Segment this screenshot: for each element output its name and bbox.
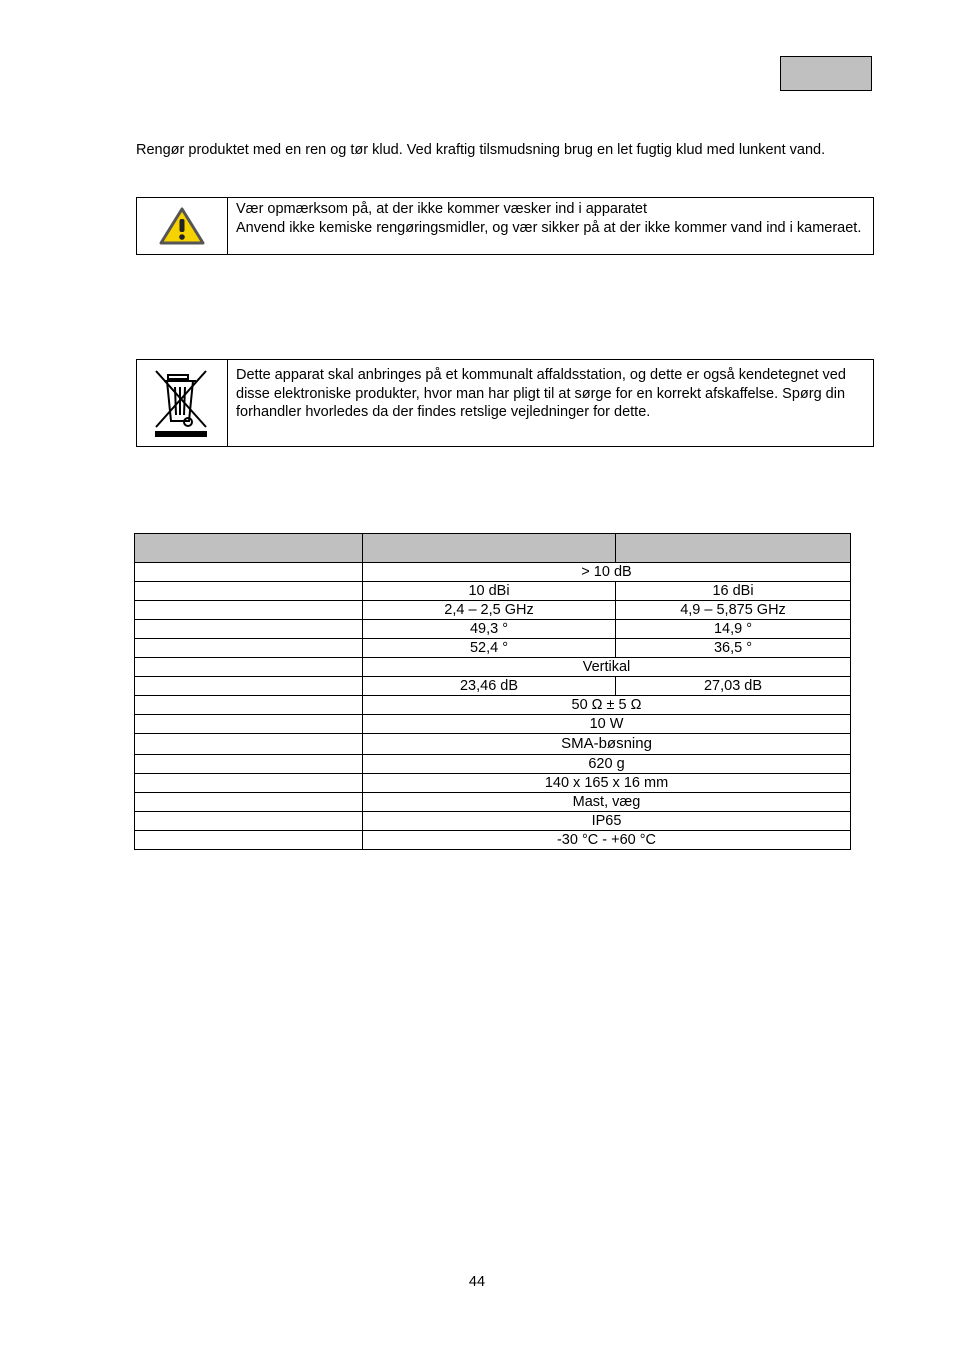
value-cell: SMA-bøsning <box>363 734 851 755</box>
table-row <box>135 658 851 677</box>
value-cell: Mast, væg <box>363 793 851 812</box>
table-header-row <box>135 534 851 563</box>
warning-notice <box>136 197 874 255</box>
crossed-out-wheelie-bin-icon <box>150 365 214 441</box>
table-row <box>135 620 851 639</box>
value-cell: 4,9 – 5,875 GHz <box>616 601 851 620</box>
table-row <box>135 601 851 620</box>
warning-triangle-icon <box>159 206 205 246</box>
label-cell <box>135 793 363 812</box>
value-cell: 36,5 ° <box>616 639 851 658</box>
cleaning-paragraph: Rengør produktet med en ren og tør klud. Ved kraftig tilsmudsning brug en let fugtig klud med lunkent vand. <box>136 142 826 158</box>
value-cell: 27,03 dB <box>616 677 851 696</box>
value-cell: 49,3 ° <box>363 620 616 639</box>
table-row <box>135 563 851 582</box>
language-tab <box>780 56 872 91</box>
label-cell <box>135 601 363 620</box>
value-cell: 23,46 dB <box>363 677 616 696</box>
label-cell <box>135 677 363 696</box>
table-row <box>135 755 851 774</box>
disposal-icon-cell <box>137 360 228 446</box>
value-cell: Vertikal <box>363 658 851 677</box>
disposal-notice <box>136 359 874 447</box>
table-row <box>135 774 851 793</box>
label-cell <box>135 620 363 639</box>
value-cell: 10 W <box>363 715 851 734</box>
value-cell: -30 °C - +60 °C <box>363 831 851 850</box>
table-row <box>135 734 851 755</box>
value-cell: IP65 <box>363 812 851 831</box>
warning-line-1: Vær opmærksom på, at der ikke kommer væsker ind i apparatet <box>236 201 647 217</box>
label-cell <box>135 812 363 831</box>
page-number: 44 <box>468 1274 486 1290</box>
value-cell: 10 dBi <box>363 582 616 601</box>
table-row <box>135 831 851 850</box>
table-row <box>135 715 851 734</box>
value-cell: 620 g <box>363 755 851 774</box>
header-cell <box>135 534 363 563</box>
label-cell <box>135 831 363 850</box>
value-cell: 140 x 165 x 16 mm <box>363 774 851 793</box>
table-row <box>135 812 851 831</box>
label-cell <box>135 658 363 677</box>
table-row <box>135 639 851 658</box>
warning-icon-cell <box>137 198 228 254</box>
header-cell <box>616 534 851 563</box>
value-cell: 52,4 ° <box>363 639 616 658</box>
table-row <box>135 793 851 812</box>
label-cell <box>135 563 363 582</box>
label-cell <box>135 734 363 755</box>
label-cell <box>135 715 363 734</box>
label-cell <box>135 639 363 658</box>
label-cell <box>135 774 363 793</box>
table-row <box>135 582 851 601</box>
specification-table <box>134 533 851 850</box>
value-cell: 50 Ω ± 5 Ω <box>363 696 851 715</box>
header-cell <box>363 534 616 563</box>
value-cell: 14,9 ° <box>616 620 851 639</box>
warning-line-2: Anvend ikke kemiske rengøringsmidler, og vær sikker på at der ikke kommer vand ind i kameraet. <box>236 219 862 236</box>
table-row <box>135 696 851 715</box>
disposal-text: Dette apparat skal anbringes på et kommunalt affaldsstation, og dette er også kendetegnet ved disse elektroniske produkter, hvor man har pligt til at sørge for en korrekt afskaffelse. Spørg din forhandler hvorledes da der findes retslige vejledninger for dette. <box>236 367 846 420</box>
label-cell <box>135 582 363 601</box>
value-cell: > 10 dB <box>363 563 851 582</box>
value-cell: 2,4 – 2,5 GHz <box>363 601 616 620</box>
table-row <box>135 677 851 696</box>
label-cell <box>135 696 363 715</box>
value-cell: 16 dBi <box>616 582 851 601</box>
label-cell <box>135 755 363 774</box>
